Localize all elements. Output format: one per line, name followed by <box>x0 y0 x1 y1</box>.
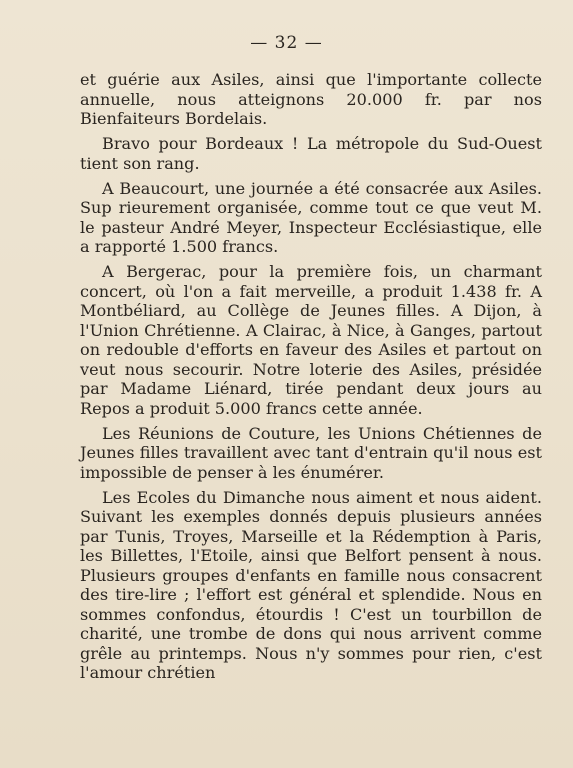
page-number: — 32 — <box>250 33 323 53</box>
paragraph-reunions-couture: Les Réunions de Couture, les Unions Chétiennes de Jeunes filles travaillent avec tant d'entrain qu'il nous est impossible de penser à les énumérer. <box>80 423 542 482</box>
paragraph-continuation: et guérie aux Asiles, ainsi que l'importante collecte annuelle, nous atteignons 20.000 fr. par nos Bienfaiteurs Bordelais. <box>80 70 542 128</box>
paragraph-bergerac: A Bergerac, pour la première fois, un charmant concert, où l'on a fait merveille, a produit 1.438 fr. A Montbéliard, au Collège de Jeunes filles. A Dijon, à l'Union Chrétienne. A Clairac, à Nice, à Ganges, partout on redouble d'efforts en faveur des Asiles et partout on veut nous secourir. Notre loterie des Asiles, présidée par Madame Liénard, tirée pendant deux jours au Repos a produit 5.000 francs cette année. <box>80 262 542 418</box>
paragraph-bordeaux: Bravo pour Bordeaux ! La métropole du Sud-Ouest tient son rang. <box>80 134 542 173</box>
paragraph-ecoles-dimanche: Les Ecoles du Dimanche nous aiment et nous aident. Suivant les exemples donnés depuis plusieurs années par Tunis, Troyes, Marseille et la Rédemption à Paris, les Billettes, l'Etoile, ainsi que Belfort pensent à nous. Plusieurs groupes d'enfants en famille nous consacrent des tire-lire ; l'effort est général et splendide. Nous en sommes confondus, étourdis ! C'est un tourbillon de charité, une trombe de dons qui nous arrivent comme grêle au printemps. Nous n'y sommes pour rien, c'est l'amour chrétien <box>80 487 542 682</box>
paragraph-beaucourt: A Beaucourt, une journée a été consacrée aux Asiles. Sup rieurement organisée, comme tout ce que veut M. le pasteur André Meyer, Inspecteur Ecclésiastique, elle a rapporté 1.500 francs. <box>80 178 542 256</box>
body-text <box>80 70 542 688</box>
